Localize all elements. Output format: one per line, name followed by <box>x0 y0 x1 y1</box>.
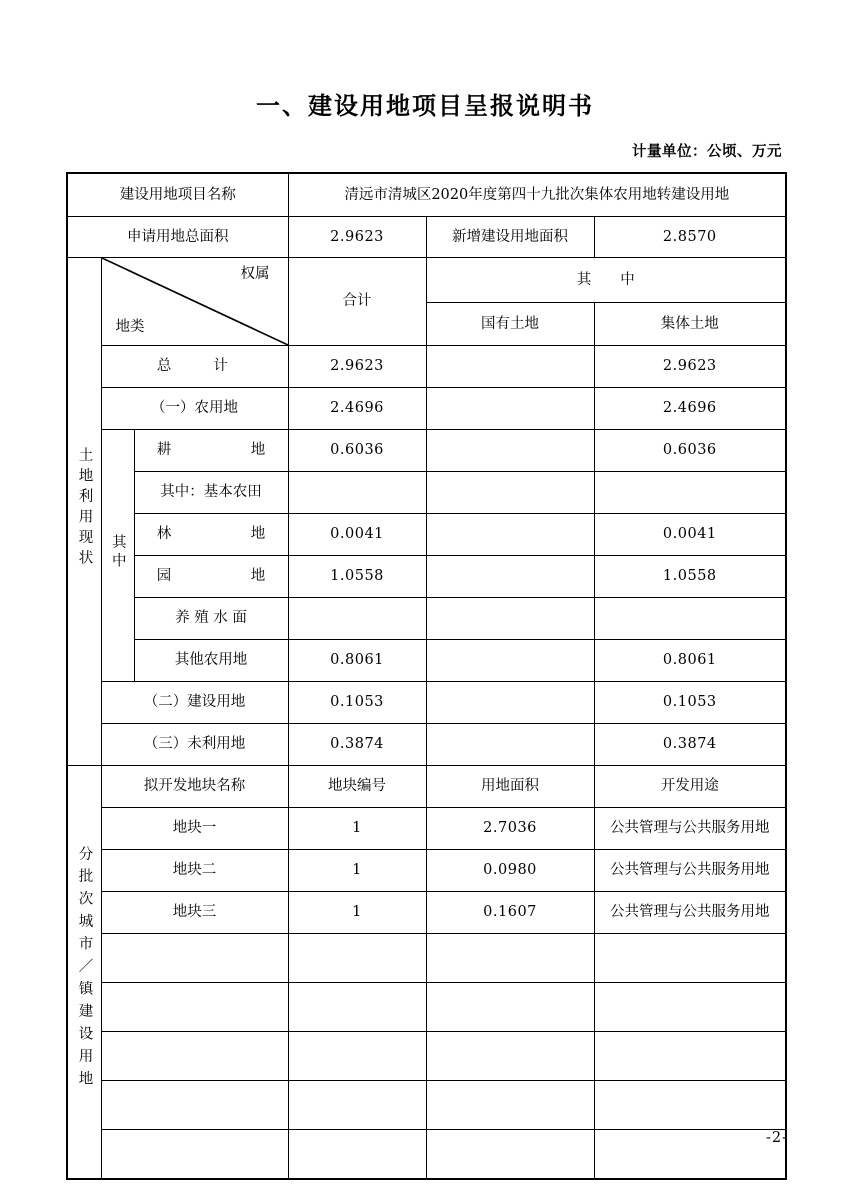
page-number: -2- <box>765 1130 788 1146</box>
batch-row-purpose-1: 公共管理与公共服务用地 <box>594 850 786 892</box>
batch-row-name-5 <box>101 1032 288 1081</box>
col-header-state-owned: 国有土地 <box>426 303 594 346</box>
landuse-row-collective-3 <box>594 472 786 514</box>
col-header-plot-purpose: 开发用途 <box>594 766 786 808</box>
col-header-plot-number: 地块编号 <box>288 766 426 808</box>
landuse-row-total-7: 0.8061 <box>288 640 426 682</box>
table-row <box>67 682 786 724</box>
batch-row-number-3 <box>288 934 426 983</box>
landuse-row-total-6 <box>288 598 426 640</box>
table-row <box>67 598 786 640</box>
batch-side-label-text: 分批次城市／镇建设用地 <box>76 845 93 1094</box>
table-row-areas <box>67 217 786 258</box>
batch-row-number-1: 1 <box>288 850 426 892</box>
batch-row-purpose-3 <box>594 934 786 983</box>
batch-row-number-2: 1 <box>288 892 426 934</box>
landuse-row-collective-4: 0.0041 <box>594 514 786 556</box>
landuse-row-state-0 <box>426 346 594 388</box>
landuse-row-total-8: 0.1053 <box>288 682 426 724</box>
table-row <box>67 472 786 514</box>
landuse-corner-header <box>101 258 288 346</box>
landuse-row-collective-7: 0.8061 <box>594 640 786 682</box>
new-construction-value: 2.8570 <box>594 217 786 258</box>
table-row-project-name <box>67 173 786 217</box>
landuse-row-total-9: 0.3874 <box>288 724 426 766</box>
table-row <box>67 556 786 598</box>
landuse-row-label-9: （三）未利用地 <box>101 724 288 766</box>
batch-row-name-6 <box>101 1081 288 1130</box>
landuse-row-state-4 <box>426 514 594 556</box>
landuse-row-collective-0: 2.9623 <box>594 346 786 388</box>
landuse-row-label-8: （二）建设用地 <box>101 682 288 724</box>
batch-row-purpose-6 <box>594 1081 786 1130</box>
project-name-label: 建设用地项目名称 <box>67 173 288 217</box>
landuse-row-total-5: 1.0558 <box>288 556 426 598</box>
table-row <box>67 850 786 892</box>
landuse-row-collective-8: 0.1053 <box>594 682 786 724</box>
landuse-row-collective-5: 1.0558 <box>594 556 786 598</box>
batch-row-number-6 <box>288 1081 426 1130</box>
batch-row-number-4 <box>288 983 426 1032</box>
batch-side-label <box>67 766 101 1180</box>
batch-row-name-2: 地块三 <box>101 892 288 934</box>
batch-row-area-5 <box>426 1032 594 1081</box>
batch-row-name-1: 地块二 <box>101 850 288 892</box>
batch-row-area-2: 0.1607 <box>426 892 594 934</box>
table-row <box>67 892 786 934</box>
landuse-row-label-4: 林 地 <box>134 514 288 556</box>
landuse-row-state-5 <box>426 556 594 598</box>
batch-row-purpose-4 <box>594 983 786 1032</box>
corner-landtype-label: 地类 <box>115 318 145 335</box>
landuse-row-collective-2: 0.6036 <box>594 430 786 472</box>
table-row <box>67 724 786 766</box>
page-title: 一、建设用地项目呈报说明书 <box>256 91 594 120</box>
batch-row-number-5 <box>288 1032 426 1081</box>
table-row <box>67 514 786 556</box>
landuse-row-state-6 <box>426 598 594 640</box>
landuse-side-label-text: 土地利用现状 <box>76 447 93 571</box>
landuse-row-total-0: 2.9623 <box>288 346 426 388</box>
landuse-row-state-8 <box>426 682 594 724</box>
landuse-sub-side-label <box>101 430 134 682</box>
batch-row-area-3 <box>426 934 594 983</box>
landuse-row-total-2: 0.6036 <box>288 430 426 472</box>
landuse-row-label-3: 其中：基本农田 <box>134 472 288 514</box>
landuse-row-label-2: 耕 地 <box>134 430 288 472</box>
batch-row-name-3 <box>101 934 288 983</box>
landuse-row-total-1: 2.4696 <box>288 388 426 430</box>
table-row-landuse-header-top <box>67 258 786 303</box>
col-header-plot-area: 用地面积 <box>426 766 594 808</box>
main-form-table <box>66 172 785 1180</box>
batch-row-purpose-5 <box>594 1032 786 1081</box>
landuse-row-collective-1: 2.4696 <box>594 388 786 430</box>
table-row <box>67 640 786 682</box>
table-row <box>67 388 786 430</box>
landuse-row-label-7: 其他农用地 <box>134 640 288 682</box>
new-construction-label: 新增建设用地面积 <box>426 217 594 258</box>
batch-row-purpose-2: 公共管理与公共服务用地 <box>594 892 786 934</box>
batch-row-area-6 <box>426 1081 594 1130</box>
table-row-batch-header <box>67 766 786 808</box>
batch-row-area-0: 2.7036 <box>426 808 594 850</box>
landuse-row-collective-6 <box>594 598 786 640</box>
table-row <box>67 430 786 472</box>
table-row <box>67 1032 786 1081</box>
table-row <box>67 808 786 850</box>
landuse-row-total-4: 0.0041 <box>288 514 426 556</box>
landuse-row-state-1 <box>426 388 594 430</box>
batch-row-name-4 <box>101 983 288 1032</box>
landuse-row-label-1: （一）农用地 <box>101 388 288 430</box>
col-header-plot-name: 拟开发地块名称 <box>101 766 288 808</box>
batch-row-area-1: 0.0980 <box>426 850 594 892</box>
col-header-group: 其 中 <box>426 258 786 303</box>
landuse-row-state-7 <box>426 640 594 682</box>
table-row <box>67 983 786 1032</box>
batch-row-name-0: 地块一 <box>101 808 288 850</box>
table-row <box>67 346 786 388</box>
col-header-total: 合计 <box>288 258 426 346</box>
corner-ownership-label: 权属 <box>240 266 270 282</box>
landuse-row-state-2 <box>426 430 594 472</box>
landuse-row-total-3 <box>288 472 426 514</box>
landuse-row-collective-9: 0.3874 <box>594 724 786 766</box>
landuse-row-label-6: 养 殖 水 面 <box>134 598 288 640</box>
landuse-row-label-5: 园 地 <box>134 556 288 598</box>
landuse-row-state-3 <box>426 472 594 514</box>
col-header-collective: 集体土地 <box>594 303 786 346</box>
landuse-row-label-0: 总 计 <box>101 346 288 388</box>
apply-area-label: 申请用地总面积 <box>67 217 288 258</box>
batch-row-number-0: 1 <box>288 808 426 850</box>
table-row <box>67 1081 786 1130</box>
landuse-side-label <box>67 258 101 766</box>
table-row <box>67 934 786 983</box>
project-name-value: 清远市清城区2020年度第四十九批次集体农用地转建设用地 <box>288 173 786 217</box>
batch-row-purpose-0: 公共管理与公共服务用地 <box>594 808 786 850</box>
landuse-sub-side-label-text: 其中 <box>109 534 126 572</box>
measurement-unit-note: 计量单位：公顷、万元 <box>632 143 782 160</box>
batch-row-area-4 <box>426 983 594 1032</box>
landuse-row-state-9 <box>426 724 594 766</box>
apply-area-value: 2.9623 <box>288 217 426 258</box>
